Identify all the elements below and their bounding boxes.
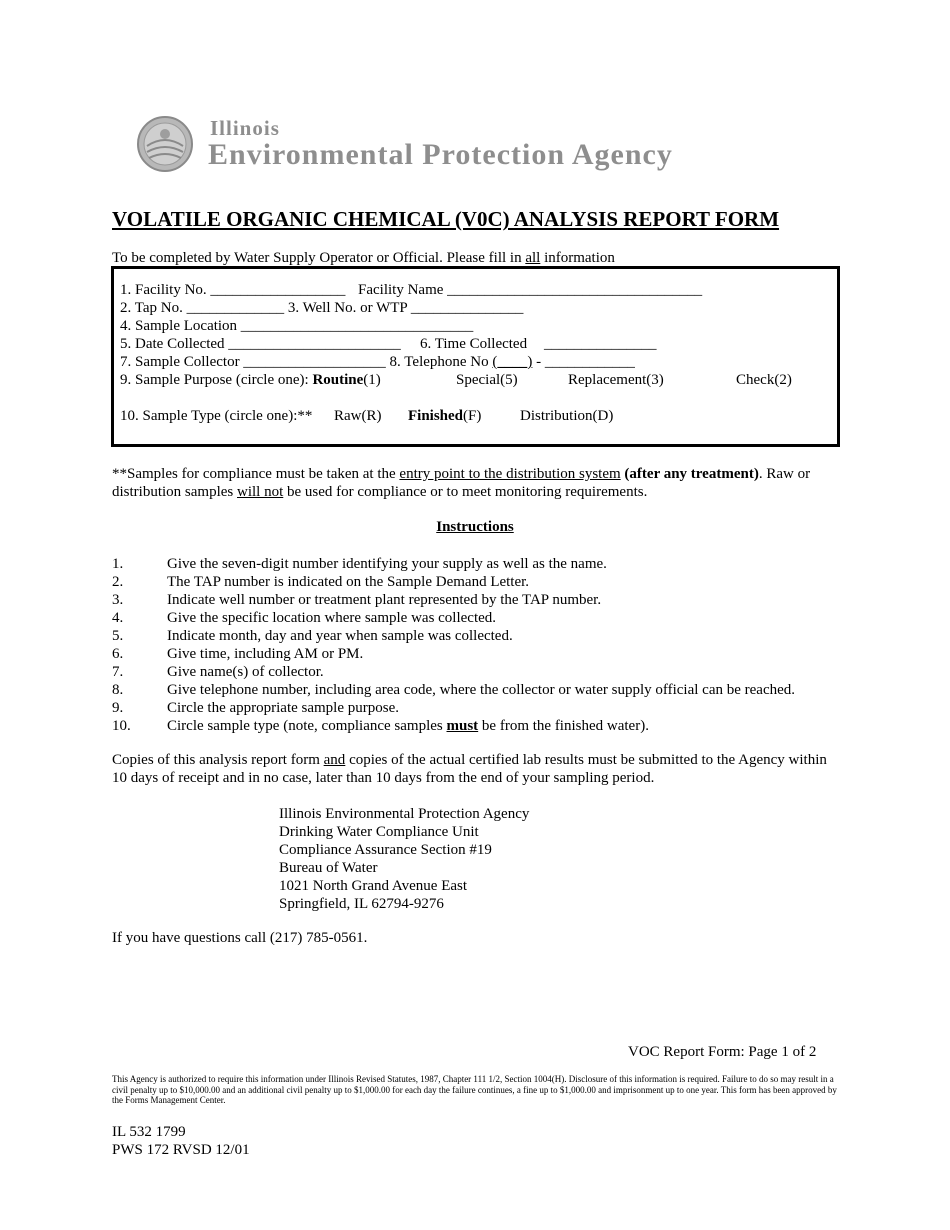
submission-text-start: Copies of this analysis report form [112, 752, 324, 768]
type-distribution-option[interactable]: Distribution(D) [520, 408, 614, 424]
instruction-number: 3. [112, 592, 124, 608]
sample-purpose-label: 9. Sample Purpose (circle one): [120, 372, 313, 388]
address-line: Drinking Water Compliance Unit [279, 824, 479, 840]
time-collected-label: 6. Time Collected [420, 336, 528, 352]
instruction-number: 4. [112, 610, 124, 626]
type-finished-label: Finished [408, 408, 464, 424]
instruction-text: Circle the appropriate sample purpose. [167, 700, 400, 716]
address-line: 1021 North Grand Avenue East [279, 878, 468, 894]
compliance-note-part: . Raw or distribution samples [112, 466, 811, 500]
form-code: IL 532 1799 [112, 1124, 186, 1140]
instruction-text: Give the seven-digit number identifying your supply as well as the name. [167, 556, 607, 572]
page-title: VOLATILE ORGANIC CHEMICAL (V0C) ANALYSIS REPORT FORM [112, 207, 780, 231]
instructions-heading: Instructions [436, 519, 514, 535]
instruction-text: Give time, including AM or PM. [167, 646, 364, 662]
submission-text-underlined: and [323, 752, 346, 768]
type-finished-code: (F) [463, 408, 482, 424]
type-raw-option[interactable]: Raw(R) [334, 408, 382, 424]
compliance-note-part: be used for compliance or to meet monitoring requirements. [283, 484, 648, 500]
compliance-note-underline: entry point to the distribution system [399, 466, 621, 482]
instruction-text-start: Circle sample type (note, compliance samples [167, 718, 447, 734]
time-collected-field[interactable]: _______________ [544, 336, 657, 352]
submission-text-end: copies of the actual certified lab results must be submitted to the Agency within 10 days of receipt and in no case, later than 10 days from the end of your sampling period. [112, 752, 827, 786]
sample-type-label: 10. Sample Type (circle one):** [120, 408, 313, 424]
instruction-text: Give the specific location where sample was collected. [167, 610, 497, 626]
agency-seal-icon [137, 116, 193, 172]
intro-text-underlined: all [525, 250, 541, 266]
instruction-text-emphasis: must [446, 718, 479, 734]
agency-logo-state: Illinois [210, 116, 280, 140]
form-fields-box [111, 266, 840, 447]
phone-number[interactable]: - ____________ [532, 354, 635, 370]
address-line: Bureau of Water [279, 860, 378, 876]
intro-text-start: To be completed by Water Supply Operator or Official. Please fill in [112, 250, 526, 266]
sample-purpose-row [120, 371, 381, 389]
purpose-routine-option[interactable]: Routine [312, 372, 364, 388]
type-finished-option[interactable] [408, 407, 481, 425]
purpose-routine-code[interactable]: (1) [363, 372, 381, 388]
instruction-number: 5. [112, 628, 124, 644]
legal-fine-print: This Agency is authorized to require this information under Illinois Revised Statutes, 1987, Chapter 111 1/2, Section 1004(H). Disclosure of this information is required. Failure to do so may result in a civil penalty up to $10,000.00 and an additional civil penalty up to $1,000.00 for each day the failure continues, a fine up to $1,000.00 and imprisonment up to one year. This form has been approved by the Forms Management Center. [112, 1074, 837, 1105]
instruction-number: 6. [112, 646, 124, 662]
purpose-special-option[interactable]: Special(5) [456, 372, 518, 388]
intro-text [112, 249, 615, 267]
instruction-text-end: be from the finished water). [478, 718, 649, 734]
compliance-note-part: **Samples for compliance must be taken at the [112, 466, 400, 482]
page-indicator: VOC Report Form: Page 1 of 2 [628, 1044, 817, 1060]
sample-location-field[interactable]: 4. Sample Location _______________________________ [120, 318, 474, 334]
instruction-number: 10. [112, 718, 131, 734]
form-revision: PWS 172 RVSD 12/01 [112, 1142, 250, 1158]
purpose-replacement-option[interactable]: Replacement(3) [568, 372, 664, 388]
address-line: Springfield, IL 62794-9276 [279, 896, 444, 912]
date-collected-field[interactable]: 5. Date Collected _______________________ [120, 336, 401, 352]
instruction-text: Indicate well number or treatment plant represented by the TAP number. [167, 592, 602, 608]
facility-name-field[interactable]: Facility Name __________________________________ [358, 282, 703, 298]
compliance-note-bold: (after any treatment) [624, 466, 759, 482]
purpose-check-option[interactable]: Check(2) [736, 372, 792, 388]
instruction-number: 2. [112, 574, 124, 590]
tap-well-fields[interactable]: 2. Tap No. _____________ 3. Well No. or WTP _______________ [120, 300, 524, 316]
agency-logo-name: Environmental Protection Agency [208, 138, 673, 171]
compliance-note-underline: will not [237, 484, 284, 500]
instruction-text [167, 717, 649, 735]
collector-phone-fields[interactable] [120, 353, 635, 371]
instruction-text: Indicate month, day and year when sample was collected. [167, 628, 513, 644]
submission-paragraph [112, 751, 839, 787]
instruction-number: 7. [112, 664, 124, 680]
collector-phone-label: 7. Sample Collector ___________________ 8. Telephone No [120, 354, 493, 370]
instruction-number: 8. [112, 682, 124, 698]
address-line: Compliance Assurance Section #19 [279, 842, 492, 858]
compliance-note [112, 465, 839, 501]
intro-text-end: information [540, 250, 615, 266]
address-line: Illinois Environmental Protection Agency [279, 806, 530, 822]
instruction-text: Give name(s) of collector. [167, 664, 324, 680]
facility-no-field[interactable]: 1. Facility No. __________________ [120, 282, 346, 298]
instruction-text: The TAP number is indicated on the Sample Demand Letter. [167, 574, 530, 590]
instruction-number: 9. [112, 700, 124, 716]
instruction-number: 1. [112, 556, 124, 572]
questions-contact: If you have questions call (217) 785-0561. [112, 930, 368, 946]
phone-area-code[interactable]: (____) [492, 354, 533, 370]
instruction-text: Give telephone number, including area code, where the collector or water supply official can be reached. [167, 682, 796, 698]
